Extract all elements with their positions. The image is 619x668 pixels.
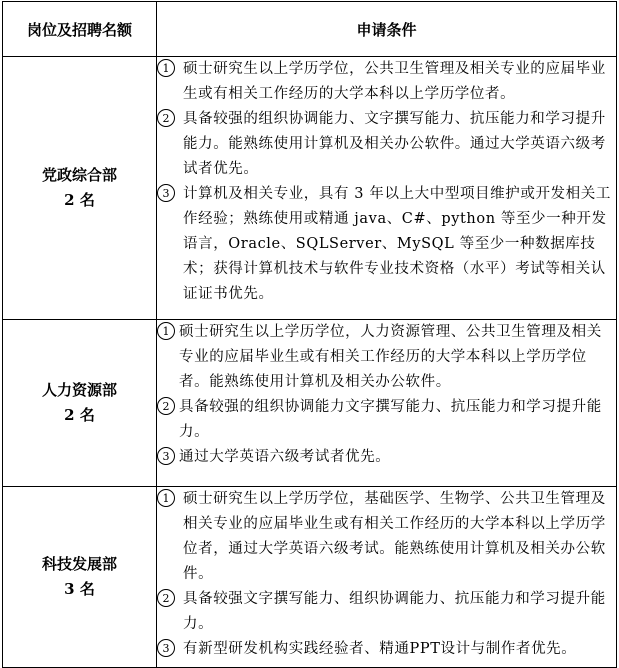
requirement-item bbox=[157, 445, 616, 470]
requirement-text: 具备较强的组织协调能力、文字撰写能力、抗压能力和学习提升能力。能熟练使用计算机及相关办公软件。通过大学英语六级考试者优先。 bbox=[183, 111, 606, 177]
position-column-header: 岗位及招聘名额 bbox=[3, 2, 157, 57]
table-row bbox=[3, 320, 617, 487]
circled-number: 3 bbox=[157, 639, 175, 657]
department-cell bbox=[3, 57, 157, 320]
requirement-item bbox=[157, 107, 616, 182]
requirements-cell bbox=[157, 487, 617, 668]
position-count: 2 名 bbox=[64, 406, 95, 424]
circled-number: 3 bbox=[157, 184, 175, 202]
requirements-cell bbox=[157, 320, 617, 487]
table-row bbox=[3, 57, 617, 320]
circled-number: 2 bbox=[157, 397, 175, 415]
requirement-text: 计算机及相关专业，具有 3 年以上大中型项目维护或开发相关工作经验；熟练使用或精通 java、C#、python 等至少一种开发语言，Oracle、SQLServer、MySQL 等至少一种数据库技术；获得计算机技术与软件专业技术资格（水平）考试等相关认证证书优先。 bbox=[183, 186, 611, 302]
requirement-item bbox=[157, 637, 616, 662]
circled-number: 2 bbox=[157, 589, 175, 607]
department-name: 人力资源部 bbox=[41, 381, 117, 399]
circled-number: 1 bbox=[157, 322, 175, 340]
requirement-item bbox=[157, 487, 616, 587]
circled-number: 1 bbox=[157, 489, 175, 507]
department-name: 党政综合部 bbox=[41, 166, 117, 184]
requirement-text: 硕士研究生以上学历学位，公共卫生管理及相关专业的应届毕业生或有相关工作经历的大学本科以上学历学位者。 bbox=[183, 61, 606, 102]
position-count: 2 名 bbox=[64, 191, 95, 209]
circled-number: 1 bbox=[157, 59, 175, 77]
requirement-text: 通过大学英语六级考试者优先。 bbox=[179, 449, 391, 465]
requirement-text: 有新型研发机构实践经验者、精通PPT设计与制作者优先。 bbox=[183, 641, 577, 657]
recruitment-table bbox=[2, 1, 617, 668]
requirement-text: 硕士研究生以上学历学位，人力资源管理、公共卫生管理及相关专业的应届毕业生或有相关工作经历的大学本科以上学历学位者。能熟练使用计算机及相关办公软件。 bbox=[179, 324, 602, 390]
table-header-row bbox=[3, 2, 617, 57]
requirement-item bbox=[157, 57, 616, 107]
requirement-item bbox=[157, 182, 616, 307]
circled-number: 3 bbox=[157, 447, 175, 465]
circled-number: 2 bbox=[157, 109, 175, 127]
department-name: 科技发展部 bbox=[41, 555, 117, 573]
department-cell bbox=[3, 487, 157, 668]
department-cell bbox=[3, 320, 157, 487]
requirements-cell bbox=[157, 57, 617, 320]
requirement-item bbox=[157, 320, 616, 395]
requirements-column-header: 申请条件 bbox=[157, 2, 617, 57]
requirement-text: 具备较强的组织协调能力文字撰写能力、抗压能力和学习提升能力。 bbox=[179, 399, 602, 440]
requirement-text: 硕士研究生以上学历学位，基础医学、生物学、公共卫生管理及相关专业的应届毕业生或有相关工作经历的大学本科以上学历学位者，通过大学英语六级考试。能熟练使用计算机及相关办公软件。 bbox=[183, 491, 606, 582]
requirement-item bbox=[157, 395, 616, 445]
requirement-text: 具备较强文字撰写能力、组织协调能力、抗压能力和学习提升能力。 bbox=[183, 591, 606, 632]
position-count: 3 名 bbox=[64, 580, 95, 598]
requirement-item bbox=[157, 587, 616, 637]
table-row bbox=[3, 487, 617, 668]
